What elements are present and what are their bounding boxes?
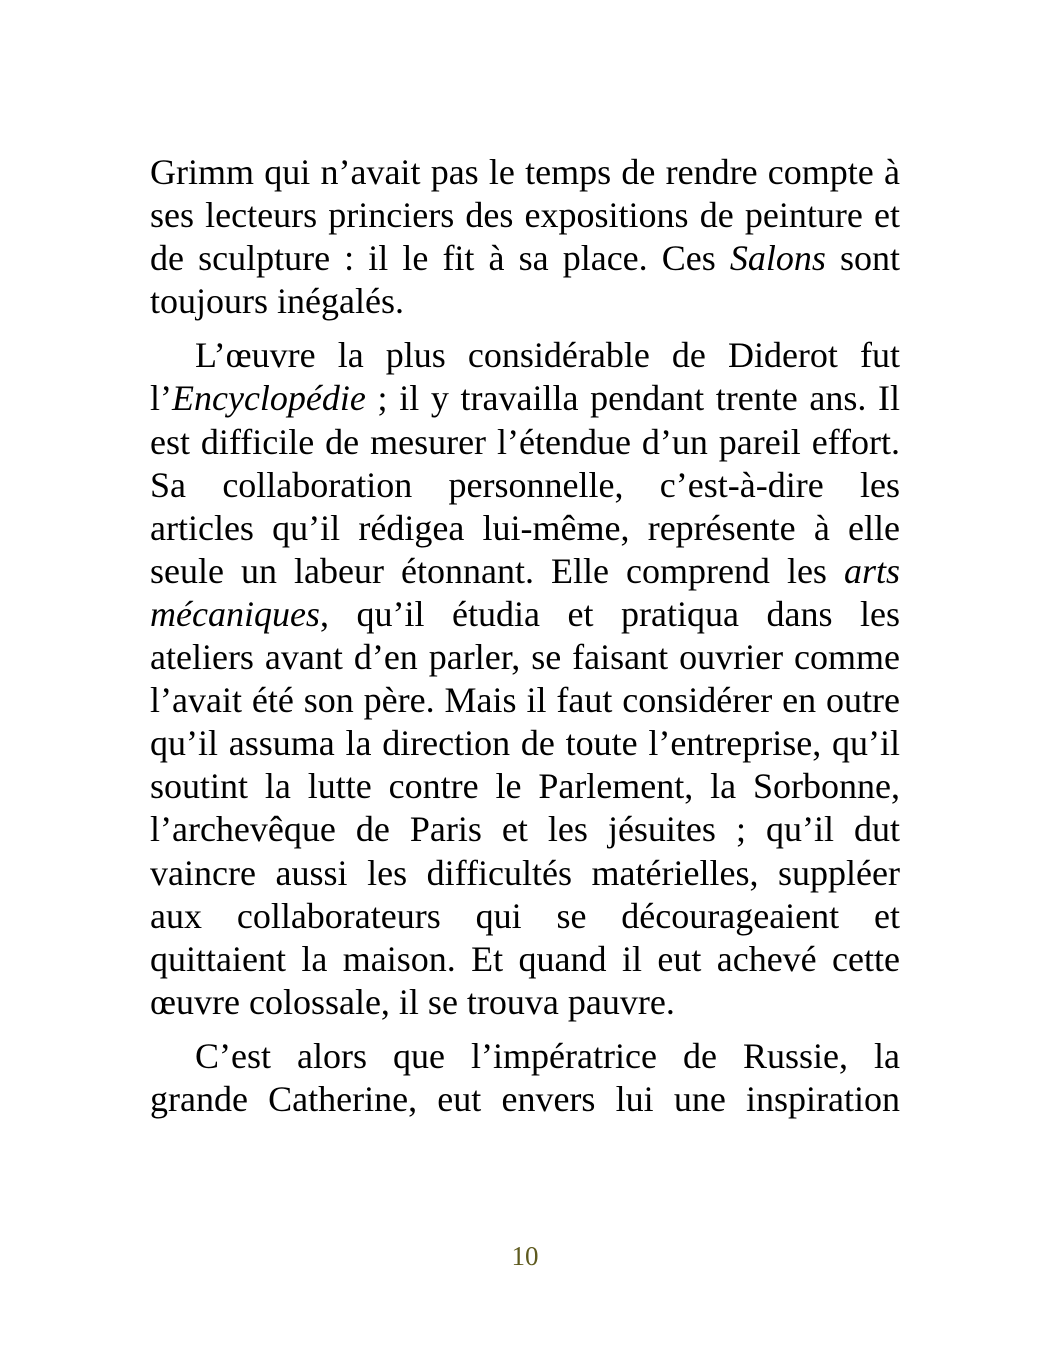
paragraph-2-text-1: L’œuvre la plus considérable de Diderot fut l’ (150, 335, 900, 419)
page-number: 10 (511, 1241, 539, 1271)
paragraph-2-text-2: ; il y travailla pendant trente ans. Il est difficile de mesurer l’étendue d’un pareil effort. Sa collaboration personnelle, c’est-à-dire les articles qu’il rédigea lui-même, représente à elle seule un labeur étonnant. Elle comprend les (150, 378, 900, 591)
paragraph-3-text-1: C’est alors que l’impératrice de Russie, la grande Catherine, eut envers lui une inspiration (150, 1035, 900, 1119)
paragraph-2-italic-encyclopedie: Encyclopédie (172, 378, 366, 419)
paragraph-2-italic-arts-mecaniques: arts mécaniques (150, 550, 900, 634)
page-body (150, 151, 900, 1121)
paragraph-3 (150, 1035, 900, 1121)
paragraph-2-text-3: , qu’il étudia et pratiqua dans les ateliers avant d’en parler, se faisant ouvrier comme l’avait été son père. Mais il faut considérer en outre qu’il assuma la direction de toute l’entreprise, qu’il soutint la lutte contre le Parlement, la Sorbonne, l’archevêque de Paris et les jésuites ; qu’il dut vaincre aussi les difficultés matérielles, suppléer aux collaborateurs qui se décourageaient et quittaient la maison. Et quand il eut achevé cette œuvre colossale, il se trouva pauvre. (150, 593, 900, 1022)
paragraph-1-text-1: Grimm qui n’avait pas le temps de rendre compte à ses lecteurs princiers des expositions de peinture et de sculpture : il le fit à sa place. Ces (150, 152, 900, 279)
paragraph-2 (150, 334, 900, 1024)
paragraph-1 (150, 151, 900, 323)
paragraph-1-italic-salons: Salons (729, 238, 826, 279)
paragraph-1-text-2: sont toujours inégalés. (150, 238, 900, 322)
